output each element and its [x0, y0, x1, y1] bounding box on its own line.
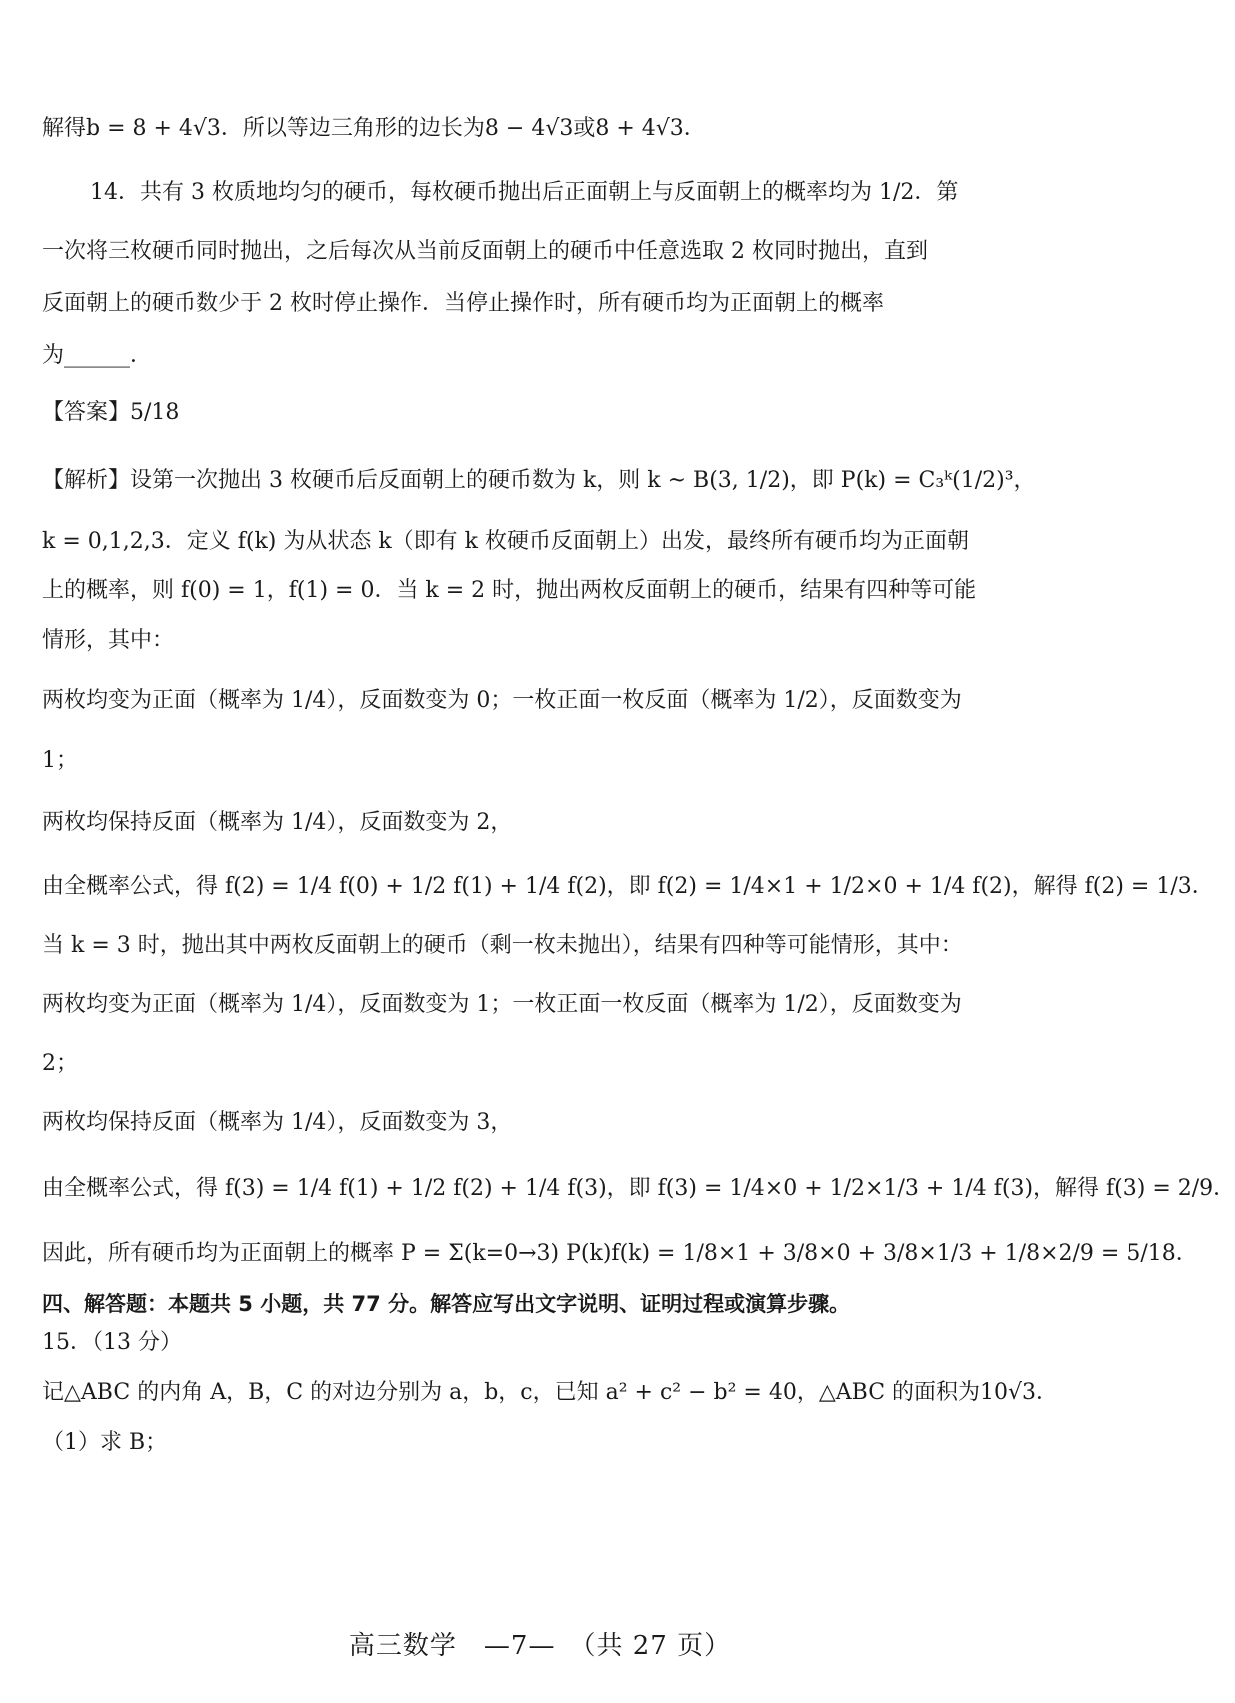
problem-14-line-4: 为______．	[42, 343, 153, 368]
problem-14-line-1: 14．共有 3 枚质地均匀的硬币，每枚硬币抛出后正面朝上与反面朝上的概率均为 1/2．第	[90, 180, 959, 205]
analysis-line-3: 上的概率，则 f(0) = 1，f(1) = 0．当 k = 2 时，抛出两枚反面朝上的硬币，结果有四种等可能	[42, 578, 977, 603]
problem-14-line-2: 一次将三枚硬币同时抛出，之后每次从当前反面朝上的硬币中任意选取 2 枚同时抛出，直到	[42, 239, 928, 264]
analysis-line-9: 当 k = 3 时，抛出其中两枚反面朝上的硬币（剩一枚未抛出），结果有四种等可能情形，其中：	[42, 933, 963, 958]
line-1: 解得b = 8 + 4√3．所以等边三角形的边长为8 − 4√3或8 + 4√3．	[42, 116, 706, 141]
analysis-line-13: 由全概率公式，得 f(3) = 1/4 f(1) + 1/2 f(2) + 1/4 f(3)，即 f(3) = 1/4×0 + 1/2×1/3 + 1/4 f(3)，解得 f(3) = 2/9．	[42, 1176, 1235, 1201]
problem-14-line-3: 反面朝上的硬币数少于 2 枚时停止操作．当停止操作时，所有硬币均为正面朝上的概率	[42, 291, 884, 316]
analysis-line-14: 因此，所有硬币均为正面朝上的概率 P = Σ(k=0→3) P(k)f(k) = 1/8×1 + 3/8×0 + 3/8×1/3 + 1/8×2/9 = 5/18．	[42, 1241, 1198, 1266]
analysis-line-11: 2；	[42, 1051, 78, 1076]
problem-15-title: 15．（13 分）	[42, 1330, 182, 1355]
analysis-line-8: 由全概率公式，得 f(2) = 1/4 f(0) + 1/2 f(1) + 1/4 f(2)，即 f(2) = 1/4×1 + 1/2×0 + 1/4 f(2)，解得 f(2) = 1/3．	[42, 874, 1214, 899]
analysis-line-2: k = 0,1,2,3．定义 f(k) 为从状态 k（即有 k 枚硬币反面朝上）出发，最终所有硬币均为正面朝	[42, 529, 969, 554]
analysis-line-5: 两枚均变为正面（概率为 1/4），反面数变为 0；一枚正面一枚反面（概率为 1/2），反面数变为	[42, 688, 962, 713]
analysis-line-6: 1；	[42, 748, 78, 773]
page-footer: 高三数学 —7— （共 27 页）	[348, 1631, 732, 1661]
analysis-line-7: 两枚均保持反面（概率为 1/4），反面数变为 2，	[42, 810, 513, 835]
section-four-heading: 四、解答题：本题共 5 小题，共 77 分。解答应写出文字说明、证明过程或演算步骤。	[42, 1292, 851, 1316]
problem-15-part-1: （1）求 B；	[42, 1430, 168, 1455]
problem-15-statement: 记△ABC 的内角 A，B，C 的对边分别为 a，b，c，已知 a² + c² − b² = 40，△ABC 的面积为10√3．	[42, 1380, 1059, 1405]
answer-line: 【答案】5/18	[42, 400, 180, 425]
analysis-line-10: 两枚均变为正面（概率为 1/4），反面数变为 1；一枚正面一枚反面（概率为 1/2），反面数变为	[42, 992, 962, 1017]
analysis-line-1: 【解析】设第一次抛出 3 枚硬币后反面朝上的硬币数为 k，则 k ~ B(3, 1/2)，即 P(k) = C₃ᵏ(1/2)³，	[42, 468, 1036, 493]
analysis-line-4: 情形，其中：	[42, 628, 175, 653]
analysis-line-12: 两枚均保持反面（概率为 1/4），反面数变为 3，	[42, 1110, 513, 1135]
